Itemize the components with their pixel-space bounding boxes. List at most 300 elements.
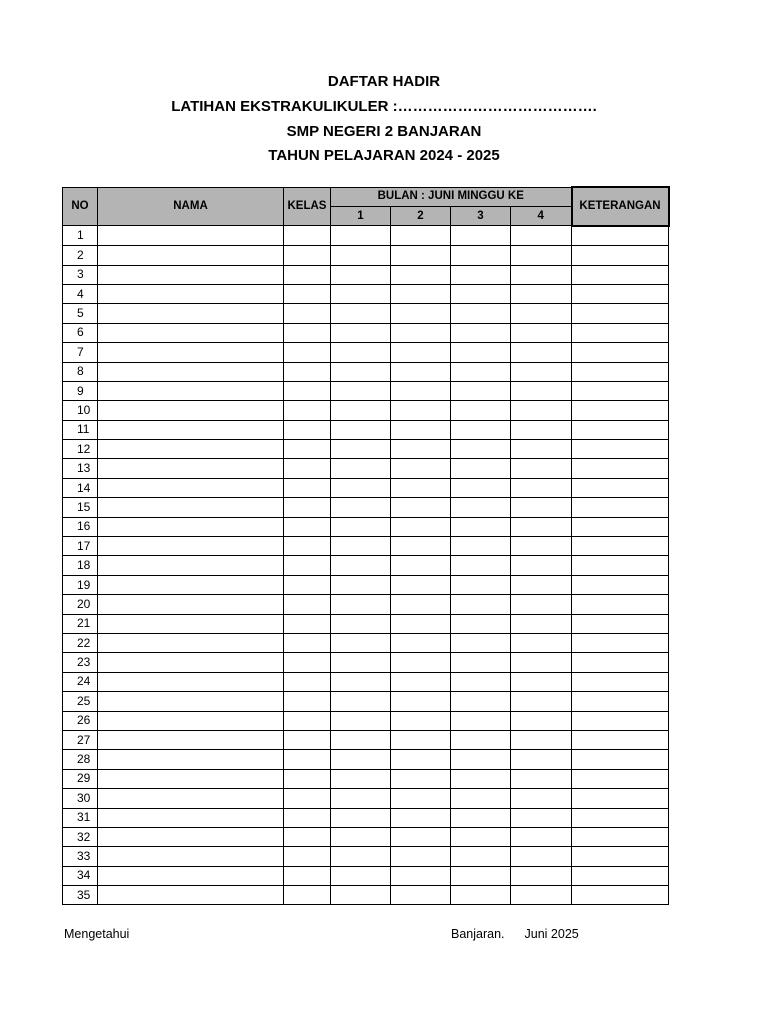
keterangan-cell[interactable] <box>572 537 669 556</box>
week-3-cell[interactable] <box>451 517 511 536</box>
week-1-cell[interactable] <box>331 304 391 323</box>
week-1-cell[interactable] <box>331 575 391 594</box>
keterangan-cell[interactable] <box>572 692 669 711</box>
week-2-cell[interactable] <box>391 769 451 788</box>
table-row <box>63 498 669 517</box>
kelas-cell[interactable] <box>284 886 331 905</box>
nama-cell[interactable] <box>98 633 284 652</box>
table-row <box>63 459 669 478</box>
keterangan-cell[interactable] <box>572 866 669 885</box>
week-3-cell[interactable] <box>451 886 511 905</box>
row-number: 10 <box>63 401 98 420</box>
nama-cell[interactable] <box>98 672 284 691</box>
row-number: 12 <box>63 440 98 459</box>
kelas-cell[interactable] <box>284 730 331 749</box>
table-row <box>63 556 669 575</box>
nama-cell[interactable] <box>98 304 284 323</box>
kelas-cell[interactable] <box>284 692 331 711</box>
week-2-cell[interactable] <box>391 614 451 633</box>
week-3-cell[interactable] <box>451 847 511 866</box>
table-row <box>63 265 669 284</box>
week-1-cell[interactable] <box>331 886 391 905</box>
week-3-cell[interactable] <box>451 420 511 439</box>
nama-cell[interactable] <box>98 653 284 672</box>
kelas-cell[interactable] <box>284 226 331 246</box>
week-4-cell[interactable] <box>511 323 572 342</box>
week-2-cell[interactable] <box>391 866 451 885</box>
row-number: 19 <box>63 575 98 594</box>
keterangan-cell[interactable] <box>572 517 669 536</box>
document-title: DAFTAR HADIR <box>327 73 441 90</box>
week-1-cell[interactable] <box>331 440 391 459</box>
week-1-cell[interactable] <box>331 420 391 439</box>
week-3-cell[interactable] <box>451 381 511 400</box>
week-3-cell[interactable] <box>451 711 511 730</box>
week-2-cell[interactable] <box>391 653 451 672</box>
week-4-cell[interactable] <box>511 246 572 265</box>
kelas-cell[interactable] <box>284 246 331 265</box>
week-2-cell[interactable] <box>391 827 451 846</box>
week-3-cell[interactable] <box>451 265 511 284</box>
week-3-cell[interactable] <box>451 323 511 342</box>
week-2-cell[interactable] <box>391 362 451 381</box>
kelas-cell[interactable] <box>284 653 331 672</box>
week-3-cell[interactable] <box>451 246 511 265</box>
week-1-cell[interactable] <box>331 381 391 400</box>
week-1-cell[interactable] <box>331 692 391 711</box>
table-row <box>63 847 669 866</box>
week-4-cell[interactable] <box>511 866 572 885</box>
table-row <box>63 653 669 672</box>
nama-cell[interactable] <box>98 381 284 400</box>
week-2-cell[interactable] <box>391 304 451 323</box>
week-1-cell[interactable] <box>331 498 391 517</box>
nama-cell[interactable] <box>98 692 284 711</box>
week-1-cell[interactable] <box>331 614 391 633</box>
nama-cell[interactable] <box>98 866 284 885</box>
row-number: 24 <box>63 672 98 691</box>
week-2-cell[interactable] <box>391 730 451 749</box>
week-4-cell[interactable] <box>511 401 572 420</box>
nama-cell[interactable] <box>98 769 284 788</box>
nama-cell[interactable] <box>98 362 284 381</box>
nama-cell[interactable] <box>98 226 284 246</box>
week-3-cell[interactable] <box>451 653 511 672</box>
kelas-cell[interactable] <box>284 284 331 303</box>
week-4-cell[interactable] <box>511 498 572 517</box>
week-4-cell[interactable] <box>511 730 572 749</box>
week-4-cell[interactable] <box>511 343 572 362</box>
week-3-cell[interactable] <box>451 362 511 381</box>
row-number: 35 <box>63 886 98 905</box>
row-number: 16 <box>63 517 98 536</box>
week-3-cell[interactable] <box>451 575 511 594</box>
week-3-cell[interactable] <box>451 284 511 303</box>
row-number: 28 <box>63 750 98 769</box>
keterangan-cell[interactable] <box>572 304 669 323</box>
table-row <box>63 672 669 691</box>
week-1-cell[interactable] <box>331 537 391 556</box>
week-2-cell[interactable] <box>391 537 451 556</box>
keterangan-cell[interactable] <box>572 381 669 400</box>
week-2-cell[interactable] <box>391 789 451 808</box>
week-4-cell[interactable] <box>511 226 572 246</box>
nama-cell[interactable] <box>98 459 284 478</box>
week-1-cell[interactable] <box>331 556 391 575</box>
header-keterangan: KETERANGAN <box>572 187 669 226</box>
keterangan-cell[interactable] <box>572 789 669 808</box>
week-4-cell[interactable] <box>511 478 572 497</box>
week-4-cell[interactable] <box>511 653 572 672</box>
kelas-cell[interactable] <box>284 827 331 846</box>
week-4-cell[interactable] <box>511 827 572 846</box>
week-3-cell[interactable] <box>451 750 511 769</box>
header-week-2: 2 <box>391 206 451 225</box>
week-1-cell[interactable] <box>331 226 391 246</box>
keterangan-cell[interactable] <box>572 808 669 827</box>
keterangan-cell[interactable] <box>572 595 669 614</box>
week-4-cell[interactable] <box>511 672 572 691</box>
week-3-cell[interactable] <box>451 537 511 556</box>
kelas-cell[interactable] <box>284 478 331 497</box>
kelas-cell[interactable] <box>284 381 331 400</box>
week-3-cell[interactable] <box>451 789 511 808</box>
table-row <box>63 808 669 827</box>
week-2-cell[interactable] <box>391 847 451 866</box>
nama-cell[interactable] <box>98 808 284 827</box>
nama-cell[interactable] <box>98 498 284 517</box>
week-2-cell[interactable] <box>391 633 451 652</box>
keterangan-cell[interactable] <box>572 769 669 788</box>
week-2-cell[interactable] <box>391 478 451 497</box>
week-3-cell[interactable] <box>451 672 511 691</box>
kelas-cell[interactable] <box>284 362 331 381</box>
row-number: 23 <box>63 653 98 672</box>
kelas-cell[interactable] <box>284 866 331 885</box>
week-1-cell[interactable] <box>331 246 391 265</box>
keterangan-cell[interactable] <box>572 886 669 905</box>
table-row <box>63 633 669 652</box>
kelas-cell[interactable] <box>284 440 331 459</box>
week-1-cell[interactable] <box>331 633 391 652</box>
header-week-4: 4 <box>511 206 572 225</box>
nama-cell[interactable] <box>98 284 284 303</box>
week-4-cell[interactable] <box>511 808 572 827</box>
week-4-cell[interactable] <box>511 769 572 788</box>
nama-cell[interactable] <box>98 575 284 594</box>
week-2-cell[interactable] <box>391 323 451 342</box>
week-4-cell[interactable] <box>511 886 572 905</box>
nama-cell[interactable] <box>98 478 284 497</box>
week-2-cell[interactable] <box>391 401 451 420</box>
keterangan-cell[interactable] <box>572 440 669 459</box>
nama-cell[interactable] <box>98 401 284 420</box>
nama-cell[interactable] <box>98 343 284 362</box>
kelas-cell[interactable] <box>284 304 331 323</box>
nama-cell[interactable] <box>98 323 284 342</box>
week-3-cell[interactable] <box>451 692 511 711</box>
row-number: 33 <box>63 847 98 866</box>
week-4-cell[interactable] <box>511 304 572 323</box>
week-1-cell[interactable] <box>331 478 391 497</box>
nama-cell[interactable] <box>98 440 284 459</box>
nama-cell[interactable] <box>98 789 284 808</box>
keterangan-cell[interactable] <box>572 672 669 691</box>
keterangan-cell[interactable] <box>572 556 669 575</box>
week-1-cell[interactable] <box>331 459 391 478</box>
academic-year: TAHUN PELAJARAN 2024 - 2025 <box>268 147 500 164</box>
week-4-cell[interactable] <box>511 265 572 284</box>
header-week-1: 1 <box>331 206 391 225</box>
week-1-cell[interactable] <box>331 653 391 672</box>
table-row <box>63 537 669 556</box>
week-3-cell[interactable] <box>451 808 511 827</box>
week-4-cell[interactable] <box>511 537 572 556</box>
keterangan-cell[interactable] <box>572 459 669 478</box>
week-4-cell[interactable] <box>511 517 572 536</box>
table-row <box>63 614 669 633</box>
week-4-cell[interactable] <box>511 284 572 303</box>
nama-cell[interactable] <box>98 537 284 556</box>
nama-cell[interactable] <box>98 847 284 866</box>
week-2-cell[interactable] <box>391 498 451 517</box>
keterangan-cell[interactable] <box>572 226 669 246</box>
keterangan-cell[interactable] <box>572 653 669 672</box>
footer-date: Juni 2025 <box>524 927 579 941</box>
keterangan-cell[interactable] <box>572 847 669 866</box>
table-row <box>63 362 669 381</box>
week-4-cell[interactable] <box>511 692 572 711</box>
week-4-cell[interactable] <box>511 750 572 769</box>
week-2-cell[interactable] <box>391 226 451 246</box>
keterangan-cell[interactable] <box>572 343 669 362</box>
week-1-cell[interactable] <box>331 265 391 284</box>
week-2-cell[interactable] <box>391 459 451 478</box>
week-3-cell[interactable] <box>451 226 511 246</box>
week-2-cell[interactable] <box>391 381 451 400</box>
week-1-cell[interactable] <box>331 866 391 885</box>
nama-cell[interactable] <box>98 265 284 284</box>
week-4-cell[interactable] <box>511 633 572 652</box>
keterangan-cell[interactable] <box>572 401 669 420</box>
row-number: 6 <box>63 323 98 342</box>
kelas-cell[interactable] <box>284 595 331 614</box>
week-1-cell[interactable] <box>331 401 391 420</box>
kelas-cell[interactable] <box>284 847 331 866</box>
keterangan-cell[interactable] <box>572 575 669 594</box>
nama-cell[interactable] <box>98 556 284 575</box>
row-number: 11 <box>63 420 98 439</box>
week-1-cell[interactable] <box>331 769 391 788</box>
table-row <box>63 711 669 730</box>
kelas-cell[interactable] <box>284 343 331 362</box>
kelas-cell[interactable] <box>284 711 331 730</box>
table-row <box>63 478 669 497</box>
keterangan-cell[interactable] <box>572 323 669 342</box>
row-number: 22 <box>63 633 98 652</box>
week-4-cell[interactable] <box>511 847 572 866</box>
header-week-3: 3 <box>451 206 511 225</box>
row-number: 17 <box>63 537 98 556</box>
week-1-cell[interactable] <box>331 847 391 866</box>
keterangan-cell[interactable] <box>572 265 669 284</box>
kelas-cell[interactable] <box>284 265 331 284</box>
nama-cell[interactable] <box>98 595 284 614</box>
nama-cell[interactable] <box>98 614 284 633</box>
week-2-cell[interactable] <box>391 556 451 575</box>
kelas-cell[interactable] <box>284 323 331 342</box>
week-3-cell[interactable] <box>451 459 511 478</box>
nama-cell[interactable] <box>98 730 284 749</box>
week-2-cell[interactable] <box>391 265 451 284</box>
week-3-cell[interactable] <box>451 866 511 885</box>
week-3-cell[interactable] <box>451 827 511 846</box>
week-3-cell[interactable] <box>451 440 511 459</box>
week-2-cell[interactable] <box>391 692 451 711</box>
row-number: 30 <box>63 789 98 808</box>
footer-mengetahui: Mengetahui <box>64 927 130 941</box>
week-4-cell[interactable] <box>511 362 572 381</box>
kelas-cell[interactable] <box>284 789 331 808</box>
kelas-cell[interactable] <box>284 808 331 827</box>
row-number: 26 <box>63 711 98 730</box>
table-row <box>63 343 669 362</box>
week-2-cell[interactable] <box>391 284 451 303</box>
week-2-cell[interactable] <box>391 750 451 769</box>
row-number: 13 <box>63 459 98 478</box>
week-2-cell[interactable] <box>391 517 451 536</box>
kelas-cell[interactable] <box>284 769 331 788</box>
week-1-cell[interactable] <box>331 362 391 381</box>
keterangan-cell[interactable] <box>572 730 669 749</box>
week-2-cell[interactable] <box>391 808 451 827</box>
keterangan-cell[interactable] <box>572 478 669 497</box>
week-3-cell[interactable] <box>451 401 511 420</box>
week-4-cell[interactable] <box>511 789 572 808</box>
week-3-cell[interactable] <box>451 730 511 749</box>
kelas-cell[interactable] <box>284 633 331 652</box>
kelas-cell[interactable] <box>284 459 331 478</box>
table-row <box>63 575 669 594</box>
row-number: 3 <box>63 265 98 284</box>
week-2-cell[interactable] <box>391 711 451 730</box>
kelas-cell[interactable] <box>284 517 331 536</box>
week-2-cell[interactable] <box>391 672 451 691</box>
keterangan-cell[interactable] <box>572 362 669 381</box>
week-2-cell[interactable] <box>391 420 451 439</box>
keterangan-cell[interactable] <box>572 246 669 265</box>
week-4-cell[interactable] <box>511 420 572 439</box>
table-row <box>63 420 669 439</box>
week-4-cell[interactable] <box>511 575 572 594</box>
header-no: NO <box>63 187 98 226</box>
week-4-cell[interactable] <box>511 556 572 575</box>
week-1-cell[interactable] <box>331 827 391 846</box>
kelas-cell[interactable] <box>284 750 331 769</box>
week-1-cell[interactable] <box>331 711 391 730</box>
week-4-cell[interactable] <box>511 595 572 614</box>
week-2-cell[interactable] <box>391 595 451 614</box>
nama-cell[interactable] <box>98 246 284 265</box>
kelas-cell[interactable] <box>284 401 331 420</box>
week-1-cell[interactable] <box>331 750 391 769</box>
row-number: 4 <box>63 284 98 303</box>
week-3-cell[interactable] <box>451 595 511 614</box>
week-1-cell[interactable] <box>331 517 391 536</box>
row-number: 32 <box>63 827 98 846</box>
week-2-cell[interactable] <box>391 886 451 905</box>
footer-place-date <box>451 927 579 941</box>
week-1-cell[interactable] <box>331 343 391 362</box>
week-3-cell[interactable] <box>451 478 511 497</box>
nama-cell[interactable] <box>98 420 284 439</box>
week-1-cell[interactable] <box>331 595 391 614</box>
week-3-cell[interactable] <box>451 304 511 323</box>
week-2-cell[interactable] <box>391 575 451 594</box>
kelas-cell[interactable] <box>284 498 331 517</box>
week-3-cell[interactable] <box>451 633 511 652</box>
keterangan-cell[interactable] <box>572 614 669 633</box>
nama-cell[interactable] <box>98 711 284 730</box>
week-3-cell[interactable] <box>451 556 511 575</box>
kelas-cell[interactable] <box>284 575 331 594</box>
row-number: 2 <box>63 246 98 265</box>
keterangan-cell[interactable] <box>572 633 669 652</box>
keterangan-cell[interactable] <box>572 420 669 439</box>
nama-cell[interactable] <box>98 517 284 536</box>
kelas-cell[interactable] <box>284 556 331 575</box>
week-2-cell[interactable] <box>391 343 451 362</box>
kelas-cell[interactable] <box>284 537 331 556</box>
week-2-cell[interactable] <box>391 440 451 459</box>
week-4-cell[interactable] <box>511 711 572 730</box>
nama-cell[interactable] <box>98 886 284 905</box>
attendance-rows <box>63 226 669 905</box>
keterangan-cell[interactable] <box>572 711 669 730</box>
row-number: 15 <box>63 498 98 517</box>
keterangan-cell[interactable] <box>572 498 669 517</box>
week-1-cell[interactable] <box>331 323 391 342</box>
row-number: 29 <box>63 769 98 788</box>
week-1-cell[interactable] <box>331 730 391 749</box>
keterangan-cell[interactable] <box>572 284 669 303</box>
week-1-cell[interactable] <box>331 284 391 303</box>
week-4-cell[interactable] <box>511 440 572 459</box>
nama-cell[interactable] <box>98 750 284 769</box>
week-1-cell[interactable] <box>331 808 391 827</box>
keterangan-cell[interactable] <box>572 750 669 769</box>
week-4-cell[interactable] <box>511 614 572 633</box>
week-3-cell[interactable] <box>451 769 511 788</box>
table-row <box>63 750 669 769</box>
table-row <box>63 789 669 808</box>
week-3-cell[interactable] <box>451 498 511 517</box>
week-1-cell[interactable] <box>331 789 391 808</box>
week-4-cell[interactable] <box>511 381 572 400</box>
kelas-cell[interactable] <box>284 672 331 691</box>
week-1-cell[interactable] <box>331 672 391 691</box>
kelas-cell[interactable] <box>284 420 331 439</box>
week-3-cell[interactable] <box>451 614 511 633</box>
week-4-cell[interactable] <box>511 459 572 478</box>
kelas-cell[interactable] <box>284 614 331 633</box>
nama-cell[interactable] <box>98 827 284 846</box>
week-2-cell[interactable] <box>391 246 451 265</box>
header-kelas: KELAS <box>284 187 331 226</box>
row-number: 8 <box>63 362 98 381</box>
week-3-cell[interactable] <box>451 343 511 362</box>
keterangan-cell[interactable] <box>572 827 669 846</box>
